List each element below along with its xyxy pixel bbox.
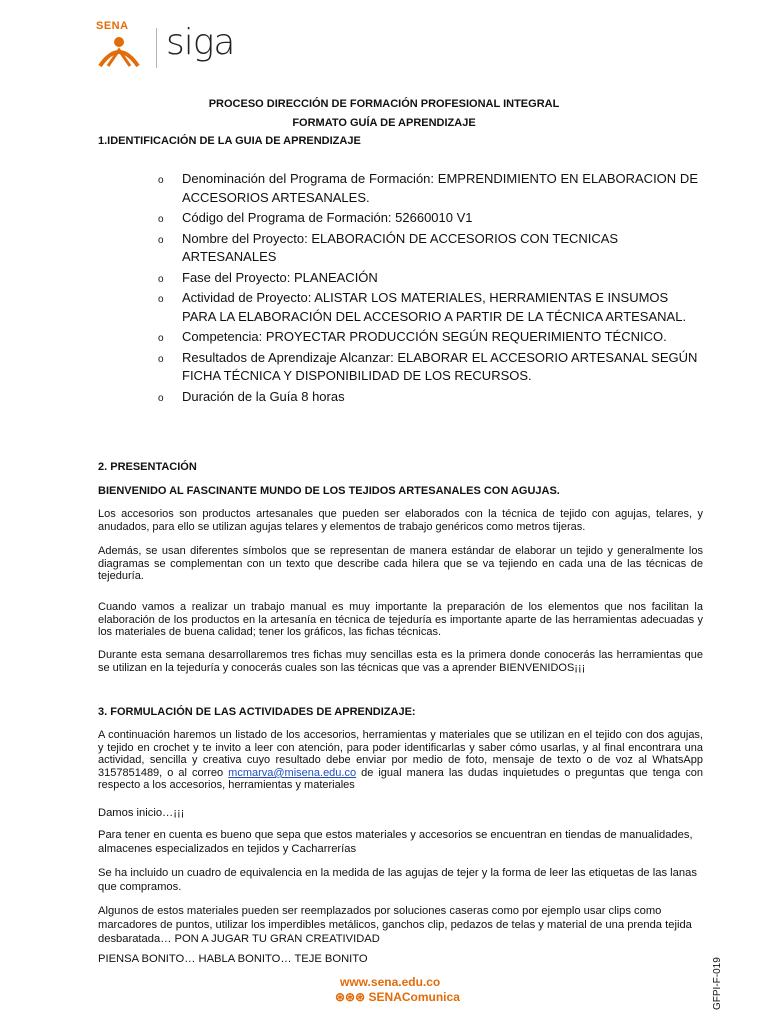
paragraph: Se ha incluido un cuadro de equivalencia en la medida de las agujas de tejer y la forma de leer las etiquetas de las lanas que compramos. [98, 867, 697, 893]
list-item [158, 230, 698, 267]
bullet-icon: o [158, 392, 164, 404]
bullet-icon: o [158, 333, 164, 344]
identification-list [158, 170, 698, 408]
social-icons: ⊛⊛⊛ [335, 990, 366, 1004]
paragraph: Cuando vamos a realizar un trabajo manual es muy importante la preparación de los elementos que nos facilitan la elaboración de los productos en la artesanía en técnica de tejeduría es importante aparte de las herramientas adecuadas y los materiales de buena calidad; tener los gráficos, las fichas técnicas. [98, 601, 703, 639]
list-item-text: Nombre del Proyecto: ELABORACIÓN DE ACCESORIOS CON TECNICAS ARTESANALES [182, 230, 619, 264]
siga-logo-text: siga [166, 22, 235, 63]
paragraph: Damos inicio…¡¡¡ [98, 807, 185, 819]
header-logos [96, 22, 296, 72]
list-item-text: Competencia: PROYECTAR PRODUCCIÓN SEGÚN REQUERIMIENTO TÉCNICO. [182, 329, 667, 344]
footer-social [335, 990, 460, 1004]
list-item [158, 209, 698, 228]
paragraph: Algunos de estos materiales pueden ser reemplazados por soluciones caseras como por ejemplo usar clips como marcadores de puntos, utilizar los imperdibles metálicos, ganchos clip, pedazos de telas y material de una prenda tejida desbaratada… PON A JUGAR TU GRAN CREATIVIDAD [98, 905, 692, 945]
format-title: FORMATO GUÍA DE APRENDIZAJE [292, 117, 476, 129]
paragraph [98, 729, 703, 792]
list-item [158, 349, 698, 386]
list-item-text: Fase del Proyecto: PLANEACIÓN [182, 269, 378, 285]
list-item-text: Resultados de Aprendizaje Alcanzar: ELABORAR EL ACCESORIO ARTESANAL SEGÚN FICHA TÉCNICA Y DISPONIBILIDAD DE LOS RECURSOS. [182, 349, 698, 383]
list-item [158, 289, 698, 326]
section2-subtitle: BIENVENIDO AL FASCINANTE MUNDO DE LOS TEJIDOS ARTESANALES CON AGUJAS. [98, 485, 560, 497]
section3-title: 3. FORMULACIÓN DE LAS ACTIVIDADES DE APRENDIZAJE: [98, 706, 416, 718]
paragraph: Además, se usan diferentes símbolos que se representan de manera estándar de elaborar un tejido y generalmente los diagramas se complementan con un texto que describe cada hilera que se va tejiendo en cada una de las técnicas de tejeduría. [98, 545, 703, 583]
closing-phrase: PIENSA BONITO… HABLA BONITO… TEJE BONITO [98, 953, 368, 965]
bullet-icon: o [158, 294, 164, 305]
social-handle: SENAComunica [368, 990, 460, 1004]
paragraph: Para tener en cuenta es bueno que sepa que estos materiales y accesorios se encuentran en tiendas de manualidades, almacenes especializados en tejidos y Cacharrerías [98, 829, 693, 855]
bullet-icon: o [158, 175, 164, 186]
list-item [158, 269, 698, 288]
list-item-text: Código del Programa de Formación: 52660010 V1 [182, 210, 473, 225]
footer-url[interactable]: www.sena.edu.co [340, 975, 441, 989]
paragraph: Los accesorios son productos artesanales que pueden ser elaborados con la técnica de tejido con agujas, telares, y anudados, para ello se utilizan agujas telares y elementos de trabajo genéricos como metros tijeras. [98, 508, 703, 533]
form-code: GFPI-F-019 [712, 957, 723, 1010]
bullet-icon: o [158, 214, 164, 225]
list-item [158, 328, 698, 347]
paragraph-text: A continuación haremos un listado de los accesorios, herramientas y materiales que se utilizan en el tejido con dos agujas, y tejido en crochet y te invito a leer con atención, para poder identificarlas y saber cómo usarlas, y al final encontrara una actividad, sencilla y creativa cuyo resultado debe enviar por medio de foto, mensaje de texto o de voz al WhatsApp 3157851489, o al correo [98, 729, 703, 779]
list-item [158, 170, 698, 207]
list-item-text: Denominación del Programa de Formación: EMPRENDIMIENTO EN ELABORACION DE ACCESORIOS ARTESANALES. [182, 171, 698, 205]
paragraph: Durante esta semana desarrollaremos tres fichas muy sencillas esta es la primera donde conocerás las herramientas que se utilizan en la tejeduría y conocerás cuales son las técnicas que vas a aprender BIENVENIDOS¡¡¡ [98, 649, 703, 674]
process-title: PROCESO DIRECCIÓN DE FORMACIÓN PROFESIONAL INTEGRAL [208, 98, 560, 110]
list-item-text: Duración de la Guía 8 horas [182, 388, 345, 404]
list-item [158, 388, 698, 407]
section2-title: 2. PRESENTACIÓN [98, 461, 197, 473]
bullet-icon: o [158, 234, 164, 246]
paragraph-text: de igual manera las dudas inquietudes o preguntas que tenga con respecto a los accesorios, herramientas y materiales [98, 766, 703, 792]
logo-divider [156, 28, 157, 68]
bullet-icon: o [158, 273, 164, 285]
sena-logo-icon [96, 28, 142, 68]
section1-title: 1.IDENTIFICACIÓN DE LA GUIA DE APRENDIZAJE [98, 135, 361, 147]
email-link[interactable]: mcmarva@misena.edu.co [228, 766, 357, 779]
bullet-icon: o [158, 353, 164, 365]
list-item-text: Actividad de Proyecto: ALISTAR LOS MATERIALES, HERRAMIENTAS E INSUMOS PARA LA ELABORACIÓN DEL ACCESORIO A PARTIR DE LA TÉCNICA ARTESANAL. [182, 290, 687, 324]
side-code-wrap [712, 957, 726, 1021]
sena-logo-text: SENA [96, 20, 129, 32]
